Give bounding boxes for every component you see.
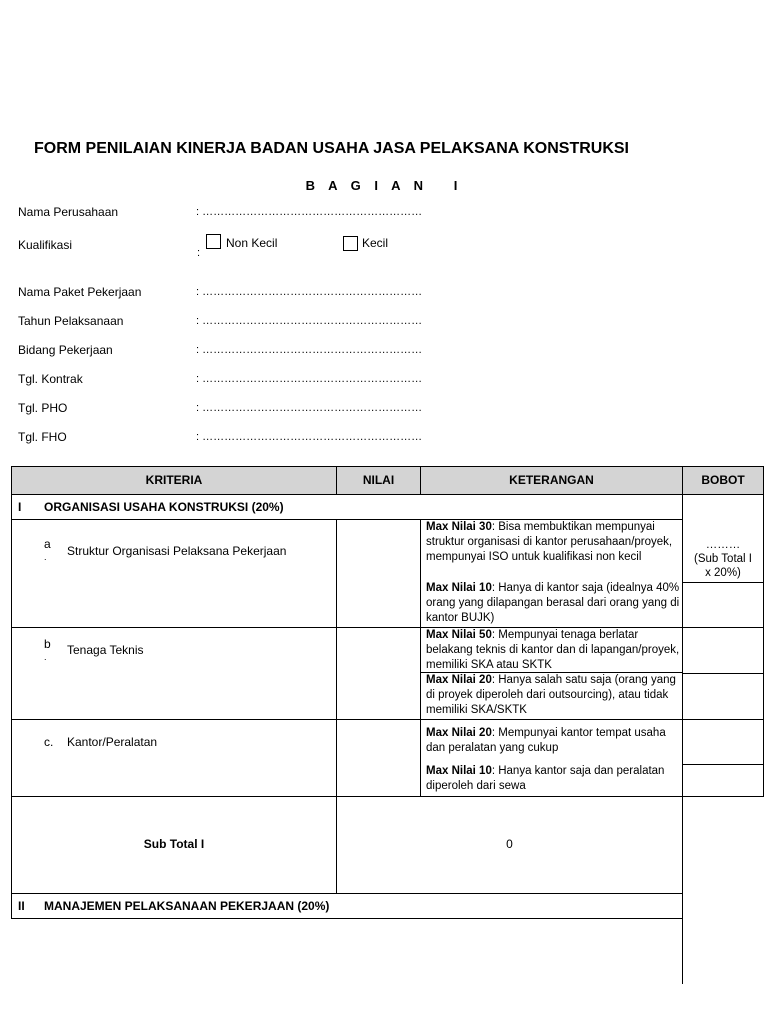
header-bobot: BOBOT [701, 473, 745, 487]
row-c-keterangan-2: Max Nilai 10: Hanya kantor saja dan peralatan diperoleh dari sewa [426, 765, 665, 792]
subtotal-label: Sub Total I [143, 837, 205, 851]
row-a-keterangan-1: Max Nilai 30: Bisa membuktikan mempunyai struktur organisasi di kantor perusahaan/proyek, mempunyai ISO untuk kualifikasi non kecil [426, 521, 673, 563]
row-b-keterangan-2: Max Nilai 20: Hanya salah satu saja (orang yang di proyek diperoleh dari outsourcing), atau tidak memiliki SKA/SKTK [426, 674, 676, 716]
subtotal-value: 0 [506, 837, 513, 851]
field-tgl-kontrak[interactable]: : …………………………………………………… [196, 373, 423, 385]
section2-title: MANAJEMEN PELAKSANAAN PEKERJAAN (20%) [44, 899, 330, 913]
bobot-section1: ……… (Sub Total I x 20%) [694, 539, 752, 579]
row-b-keterangan-1: Max Nilai 50: Mempunyai tenaga berlatar belakang teknis di kantor dan di lapangan/proyek, memiliki SKA atau SKTK [426, 629, 680, 671]
row-b-letter: b [44, 637, 51, 651]
label-tgl-kontrak: Tgl. Kontrak [18, 372, 83, 386]
section-subtitle: B A G I A N I [305, 178, 463, 193]
label-kualifikasi: Kualifikasi [18, 238, 73, 252]
row-b-dot: . [44, 652, 47, 662]
section2-number: II [18, 899, 25, 913]
row-c-keterangan-1: Max Nilai 20: Mempunyai kantor tempat usaha dan peralatan yang cukup [426, 727, 666, 754]
row-a-keterangan-2: Max Nilai 10: Hanya di kantor saja (idealnya 40% orang yang dilapangan berasal dari orang yang di kantor BUJK) [426, 582, 680, 624]
field-tahun[interactable]: : …………………………………………………… [196, 315, 423, 327]
section1-title: ORGANISASI USAHA KONSTRUKSI (20%) [44, 500, 284, 514]
field-nama-paket[interactable]: : …………………………………………………… [196, 286, 423, 298]
row-c-letter: c. [44, 735, 54, 749]
label-bidang: Bidang Pekerjaan [18, 343, 113, 357]
row-b-label: Tenaga Teknis [67, 643, 144, 657]
checkbox-kecil[interactable] [343, 236, 358, 251]
option-kecil-label: Kecil [362, 236, 389, 250]
field-tgl-fho[interactable]: : …………………………………………………… [196, 431, 423, 443]
label-tgl-pho: Tgl. PHO [18, 401, 68, 415]
field-bidang[interactable]: : …………………………………………………… [196, 344, 423, 356]
form-title: FORM PENILAIAN KINERJA BADAN USAHA JASA PELAKSANA KONSTRUKSI [34, 140, 629, 157]
option-non-kecil-label: Non Kecil [226, 236, 278, 250]
header-nilai: NILAI [362, 473, 395, 487]
row-a-label: Struktur Organisasi Pelaksana Pekerjaan [67, 544, 287, 558]
header-keterangan: KETERANGAN [509, 473, 594, 487]
section1-number: I [18, 500, 22, 514]
row-c-label: Kantor/Peralatan [67, 735, 158, 749]
kualifikasi-colon: : [197, 247, 201, 259]
header-kriteria: KRITERIA [145, 473, 203, 487]
field-tgl-pho[interactable]: : …………………………………………………… [196, 402, 423, 414]
row-a-dot: . [44, 552, 47, 562]
label-tahun: Tahun Pelaksanaan [18, 314, 124, 328]
label-nama-paket: Nama Paket Pekerjaan [18, 285, 142, 299]
row-a-letter: a [44, 537, 51, 551]
checkbox-non-kecil[interactable] [206, 234, 221, 249]
label-nama-perusahaan: Nama Perusahaan [18, 205, 119, 219]
label-tgl-fho: Tgl. FHO [18, 430, 67, 444]
field-nama-perusahaan[interactable]: : …………………………………………………… [196, 206, 423, 218]
